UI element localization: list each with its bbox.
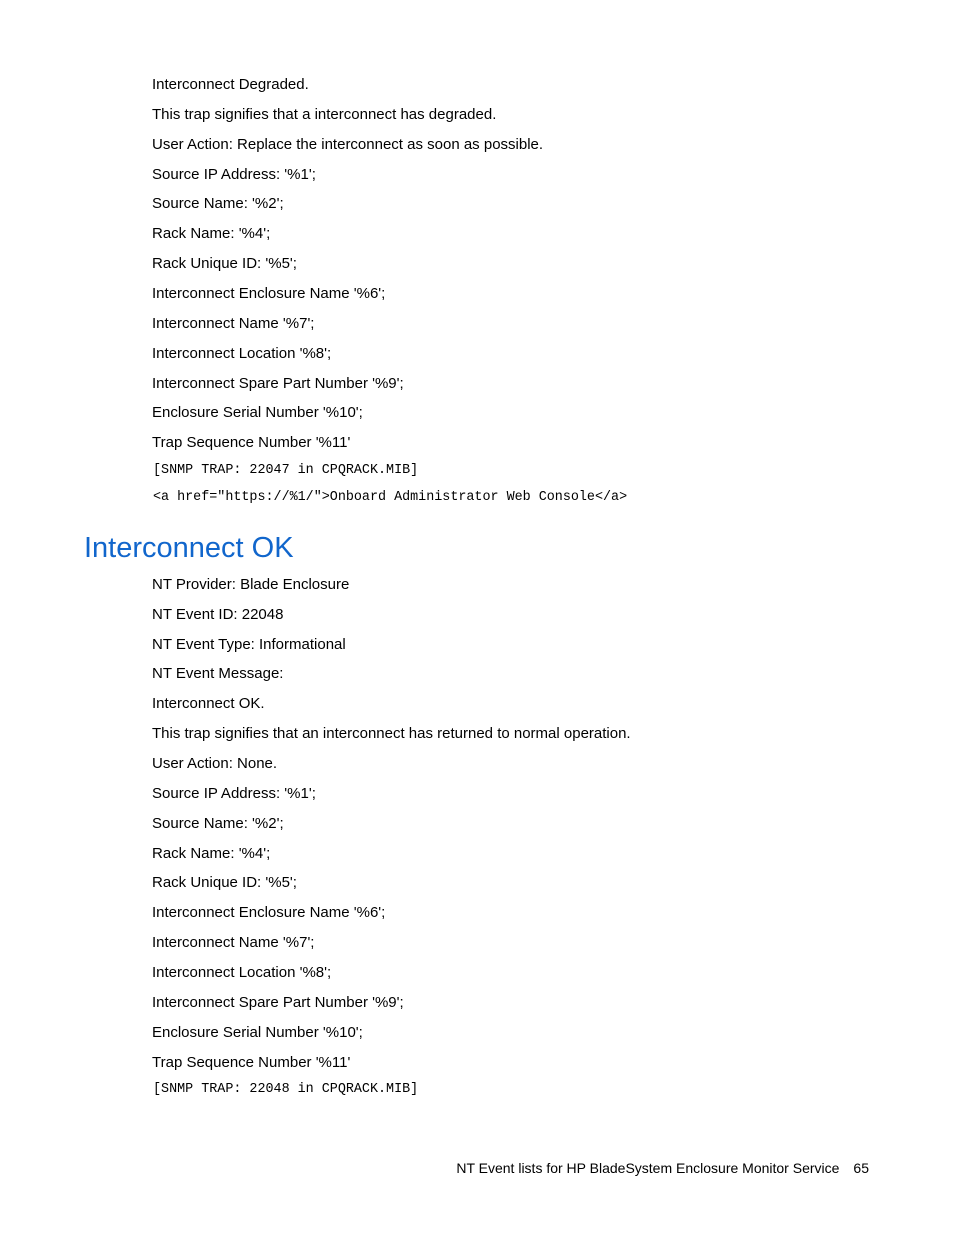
text-line: Rack Name: '%4'; [152,845,271,862]
text-line: Source Name: '%2'; [152,815,284,832]
text-line: Interconnect Spare Part Number '%9'; [152,994,404,1011]
text-line: Interconnect Location '%8'; [152,964,332,981]
page-footer [456,1158,869,1178]
text-line: Interconnect Spare Part Number '%9'; [152,375,404,392]
text-line: Source IP Address: '%1'; [152,785,316,802]
text-line: Trap Sequence Number '%11' [152,434,351,451]
text-line: Interconnect Enclosure Name '%6'; [152,904,386,921]
text-line: User Action: Replace the interconnect as soon as possible. [152,136,544,153]
text-line: This trap signifies that a interconnect has degraded. [152,106,497,123]
code-line: [SNMP TRAP: 22048 in CPQRACK.MIB] [153,1082,419,1097]
text-line: Source IP Address: '%1'; [152,166,316,183]
text-line: Interconnect Name '%7'; [152,315,315,332]
text-line: Interconnect Name '%7'; [152,934,315,951]
text-line: NT Event Message: [152,665,284,682]
text-line: User Action: None. [152,755,278,772]
footer-title: NT Event lists for HP BladeSystem Enclosure Monitor Service [456,1160,840,1176]
code-line: [SNMP TRAP: 22047 in CPQRACK.MIB] [153,463,419,478]
text-line: Trap Sequence Number '%11' [152,1054,351,1071]
text-line: Interconnect Location '%8'; [152,345,332,362]
text-line: Interconnect OK. [152,695,265,712]
section-heading: Interconnect OK [84,532,294,564]
text-line: Rack Unique ID: '%5'; [152,255,297,272]
code-line: <a href="https://%1/">Onboard Administrator Web Console</a> [153,490,628,505]
text-line: NT Event ID: 22048 [152,606,284,623]
text-line: Interconnect Degraded. [152,76,309,93]
text-line: Rack Unique ID: '%5'; [152,874,297,891]
text-line: NT Provider: Blade Enclosure [152,576,350,593]
text-line: Enclosure Serial Number '%10'; [152,1024,363,1041]
text-line: This trap signifies that an interconnect has returned to normal operation. [152,725,631,742]
text-line: Enclosure Serial Number '%10'; [152,404,363,421]
text-line: Source Name: '%2'; [152,195,284,212]
text-line: Interconnect Enclosure Name '%6'; [152,285,386,302]
text-line: Rack Name: '%4'; [152,225,271,242]
page-number: 65 [853,1160,869,1176]
text-line: NT Event Type: Informational [152,636,346,653]
